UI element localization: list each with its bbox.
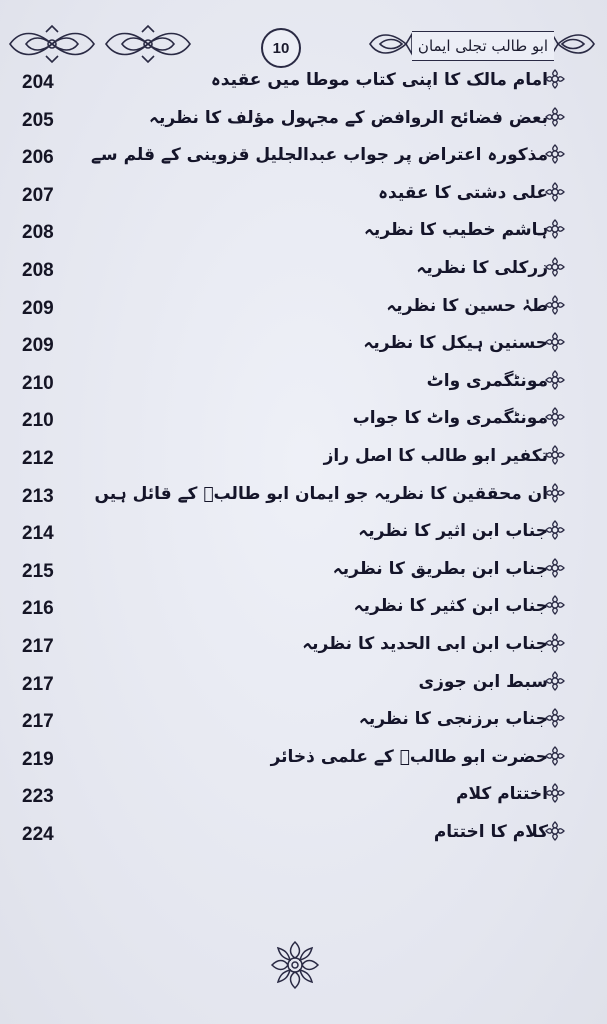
flower-bullet-icon	[544, 557, 566, 579]
flower-ornament-icon	[268, 938, 322, 992]
flower-bullet-icon	[544, 444, 566, 466]
toc-entry-title: طہٰ حسین کا نظریہ	[386, 295, 548, 316]
toc-page-number: 207	[22, 184, 54, 206]
toc-entry-title: زرکلی کا نظریہ	[416, 258, 548, 278]
toc-page-number: 217	[22, 673, 54, 695]
flower-bullet-icon	[544, 406, 566, 428]
flower-bullet-icon	[544, 820, 566, 842]
toc-entry	[0, 212, 607, 248]
toc-entry-title: جناب برزنجی کا نظریہ	[358, 709, 548, 730]
toc-page-number: 208	[22, 222, 54, 244]
toc-entry	[0, 814, 607, 850]
flower-bullet-icon	[544, 594, 566, 616]
toc-entry	[0, 100, 607, 136]
toc-page-number: 210	[22, 372, 54, 394]
toc-entry-title: تکفیر ابو طالب کا اصل راز	[323, 446, 548, 466]
toc-entry-title: مونٹگمری واٹ	[426, 370, 548, 391]
toc-entry	[0, 551, 607, 587]
flower-bullet-icon	[544, 369, 566, 391]
toc-entry	[0, 400, 607, 436]
toc-entry	[0, 513, 607, 549]
toc-entry	[0, 325, 607, 361]
toc-page-number: 215	[22, 560, 54, 582]
flower-bullet-icon	[544, 181, 566, 203]
toc-entry-title: جناب ابن ابی الحدید کا نظریہ	[302, 634, 548, 654]
toc-entry	[0, 664, 607, 700]
toc-page-number: 205	[22, 109, 54, 131]
flower-bullet-icon	[544, 482, 566, 504]
flower-bullet-icon	[544, 632, 566, 654]
floral-ornament-icon	[6, 24, 98, 64]
toc-entry	[0, 250, 607, 286]
toc-page-number: 209	[22, 335, 54, 357]
toc-entry	[0, 701, 607, 737]
toc-page-number: 208	[22, 260, 54, 281]
flower-bullet-icon	[544, 745, 566, 767]
flower-bullet-icon	[544, 143, 566, 165]
toc-page-number: 223	[22, 786, 54, 808]
toc-entry-title: جناب ابن اثیر کا نظریہ	[358, 521, 548, 542]
flower-bullet-icon	[544, 707, 566, 729]
toc-page-number: 216	[22, 598, 54, 620]
toc-entry	[0, 626, 607, 662]
toc-page-number: 204	[22, 72, 54, 93]
toc-entry	[0, 175, 607, 211]
toc-page-number: 219	[22, 748, 54, 770]
toc-entry-title: اختتام کلام	[456, 784, 548, 805]
flower-bullet-icon	[544, 331, 566, 353]
toc-entry-title: علی دشتی کا عقیدہ	[378, 182, 548, 203]
toc-entry	[0, 288, 607, 324]
toc-entry	[0, 776, 607, 812]
toc-entry-title: مونٹگمری واٹ کا جواب	[352, 408, 548, 429]
toc-entry-title: امام مالک کا اپنی کتاب موطا میں عقیدہ	[210, 70, 548, 90]
page-number: 10	[272, 39, 290, 57]
toc-entry-title: مذکورہ اعتراض پر جواب عبدالجلیل قزوینی کے قلم سے	[90, 145, 548, 166]
toc-entry	[0, 588, 607, 624]
toc-entry	[0, 137, 607, 173]
flower-bullet-icon	[544, 68, 566, 90]
toc-entry-title: کلام کا اختتام	[433, 822, 548, 842]
toc-entry	[0, 476, 607, 512]
flower-bullet-icon	[544, 782, 566, 804]
flower-bullet-icon	[544, 294, 566, 316]
toc-entry-title: سبط ابن جوزی	[418, 671, 548, 692]
toc-entry-title: جناب ابن کثیر کا نظریہ	[353, 596, 548, 617]
toc-page-number: 210	[22, 410, 54, 432]
toc-entry-title: ان محققین کا نظریہ جو ایمان ابو طالبؑ کے قائل ہیں	[94, 483, 548, 504]
toc-page-number: 212	[22, 448, 54, 469]
flower-bullet-icon	[544, 519, 566, 541]
toc-entry-title: بعض فضائح الروافض کے مجہول مؤلف کا نظریہ	[149, 107, 548, 128]
toc-entry-title: ہاشم خطیب کا نظریہ	[363, 220, 548, 241]
toc-entry	[0, 438, 607, 474]
flower-bullet-icon	[544, 670, 566, 692]
toc-page-number: 209	[22, 297, 54, 319]
toc-entry	[0, 62, 607, 98]
toc-entry	[0, 363, 607, 399]
toc-page-number: 206	[22, 147, 54, 169]
toc-entry-title: حضرت ابو طالبؑ کے علمی ذخائر	[270, 746, 548, 767]
book-title: ابو طالب تجلی ایمان	[412, 31, 554, 61]
toc-page-number: 224	[22, 824, 54, 845]
flower-bullet-icon	[544, 256, 566, 278]
toc-entry	[0, 739, 607, 775]
toc-page-number: 217	[22, 636, 54, 657]
toc-page-number: 213	[22, 485, 54, 507]
toc-entry-title: جناب ابن بطریق کا نظریہ	[332, 558, 548, 579]
toc-page-number: 214	[22, 523, 54, 545]
flower-bullet-icon	[544, 218, 566, 240]
toc-page-number: 217	[22, 711, 54, 733]
toc-entry-title: حسنین ہیکل کا نظریہ	[363, 333, 548, 354]
flower-bullet-icon	[544, 106, 566, 128]
floral-ornament-icon	[102, 24, 194, 64]
